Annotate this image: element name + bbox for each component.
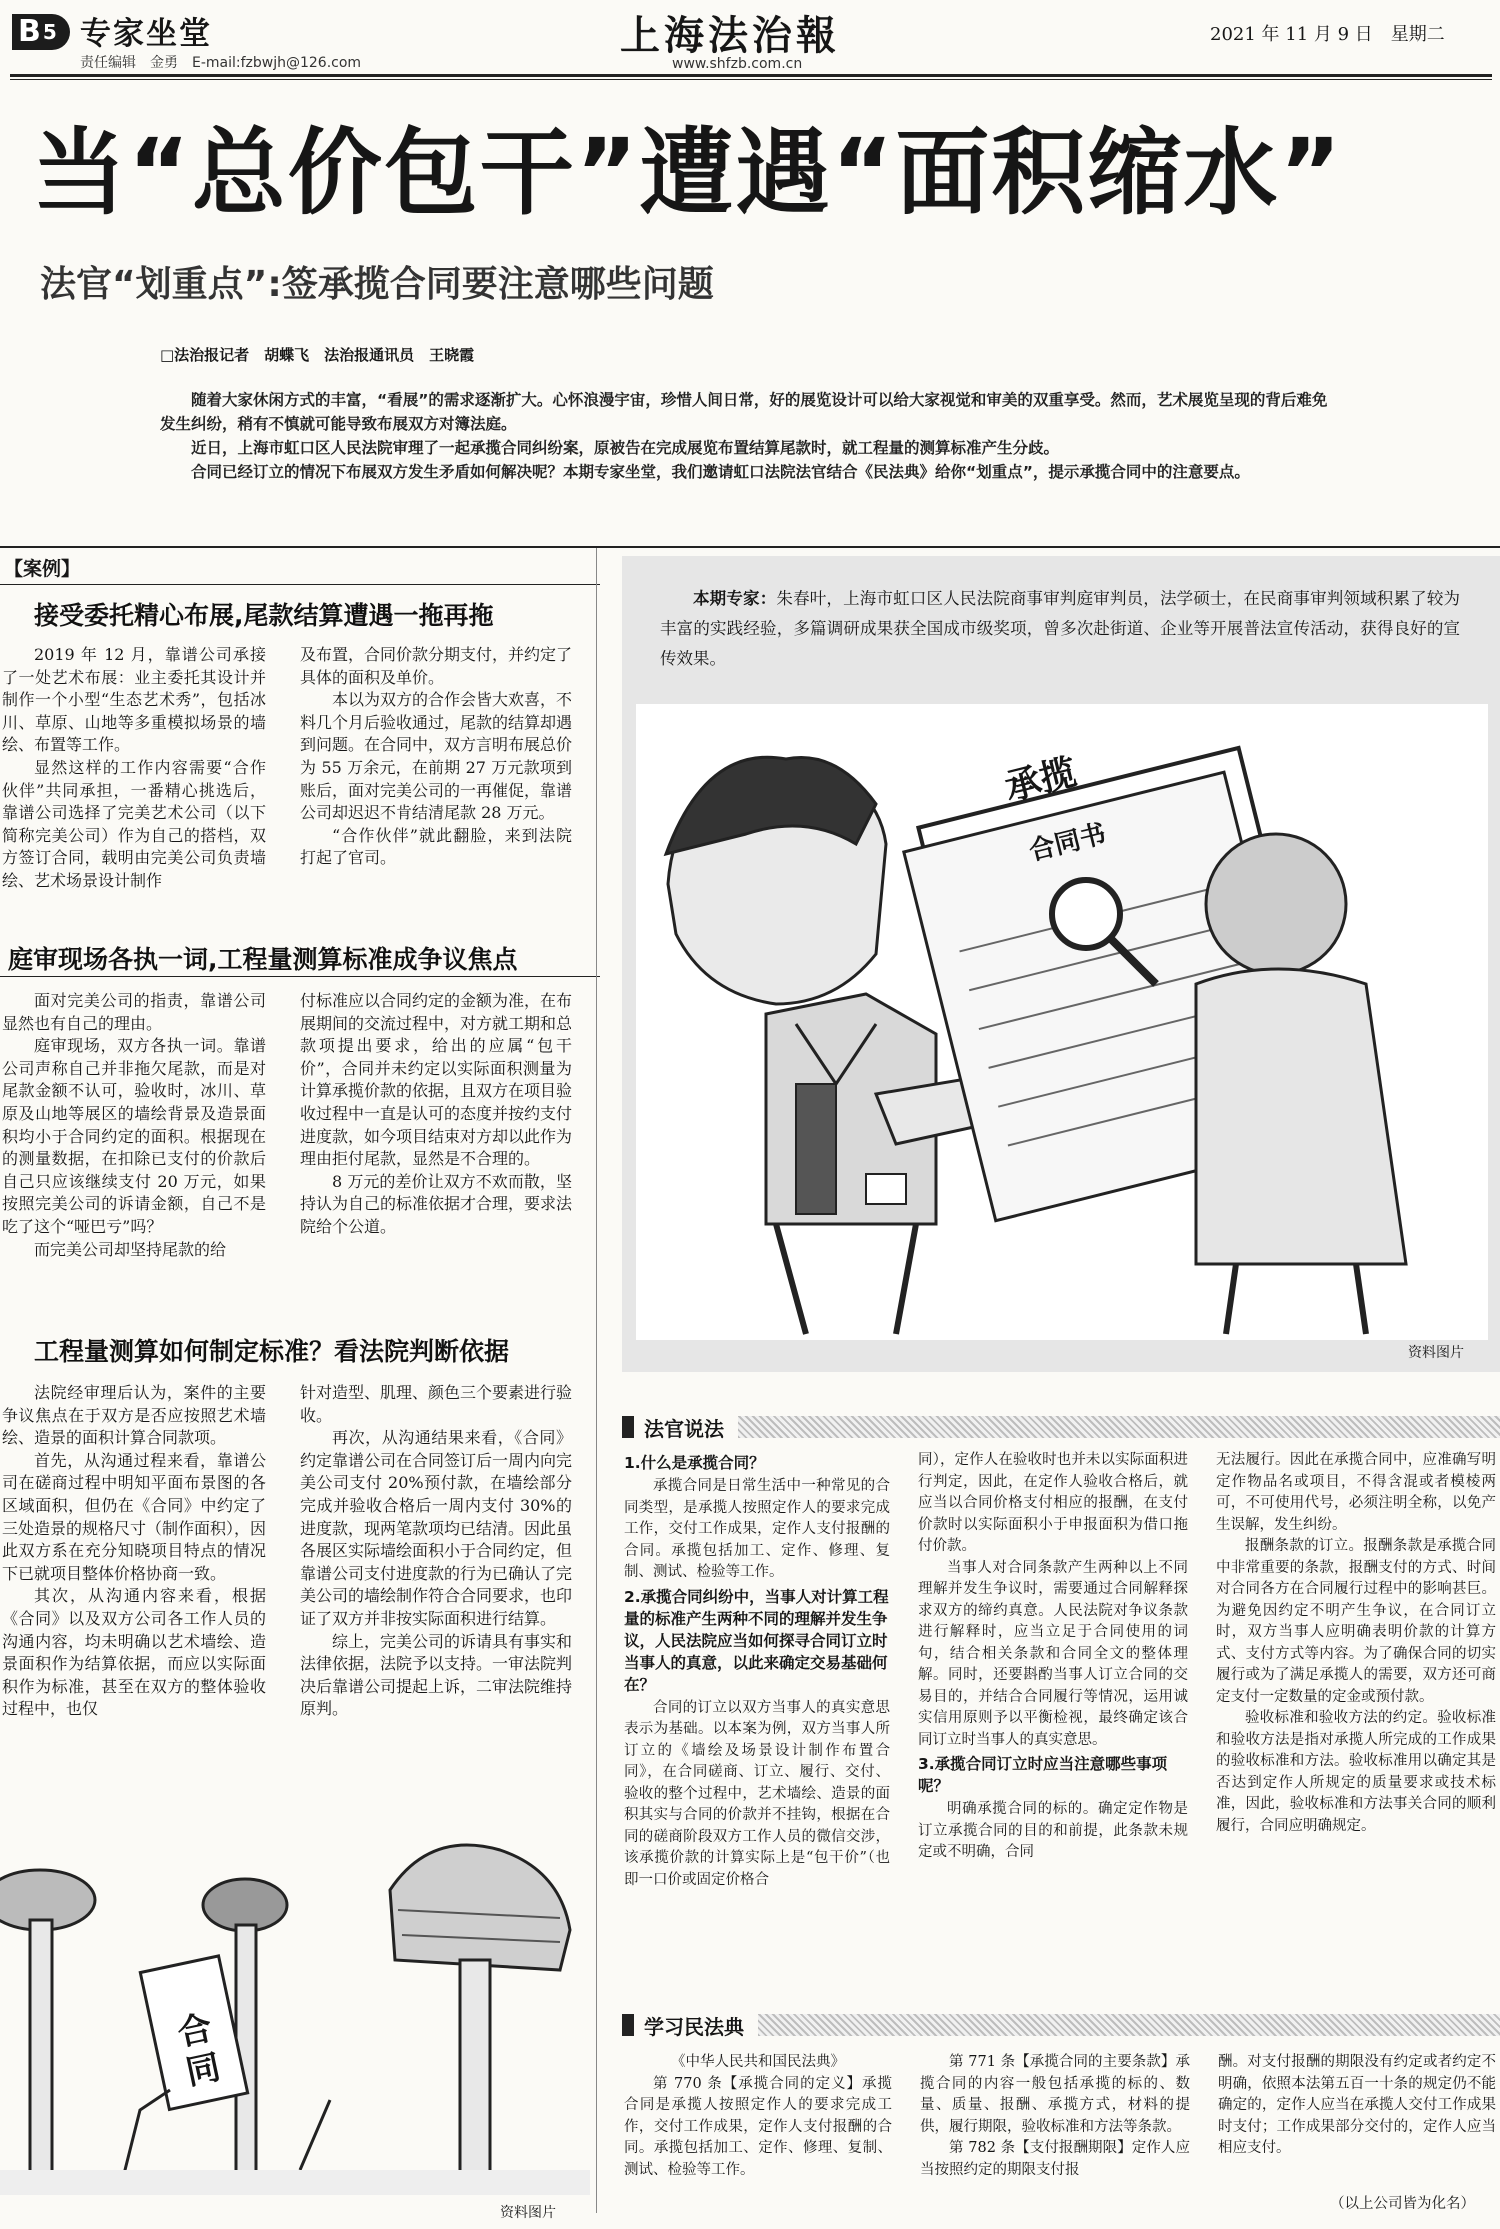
paragraph: 合同的订立以双方当事人的真实意思表示为基础。以本案为例，双方当事人所订立的《墙绘及场景设计制作布置合同》，在合同磋商、订立、履行、交付、验收的整个过程中，艺术墙绘、造景的面积其实与合同的价款并不挂钩，根据在合同的磋商阶段双方工作人员的微信交涉，该承揽价款的计算实际上是“包干价”（也即一口价或固定价格合 — [624, 1699, 890, 1888]
paper-title: 承揽 — [1000, 750, 1081, 810]
paragraph: 当事人对合同条款产生两种以上不同理解并发生争议时，需要通过合同解释探求双方的缔约真意。人民法院对争议条款进行解释时，应当立足于合同使用的词句，结合相关条款和合同全文的整体理解。同时，还要斟酌当事人订立合同的交易目的，并结合合同履行等情况，运用诚实信用原则予以平衡检视，最终确定该合同订立时当事人的真实意思。 — [918, 1559, 1188, 1748]
bottom-cartoon — [0, 1810, 590, 2195]
section-column — [300, 644, 572, 870]
section-title: 工程量测算如何制定标准？看法院判断依据 — [34, 1337, 510, 1366]
paragraph: 首先，从沟通过程来看，靠谱公司在磋商过程中明知平面布景图的各区域面积，但仍在《合同》中约定了三处造景的规格尺寸（制作面积），因此双方系在充分知晓项目特点的情况下已就项目整体价格协商一致。 — [2, 1450, 267, 1583]
paragraph: 法院经审理后认为，案件的主要争议焦点在于双方是否应按照艺术墙绘、造景的面积计算合同款项。 — [2, 1383, 266, 1448]
intro-paragraph: 合同已经订立的情况下布展双方发生矛盾如何解决呢？本期专家坐堂，我们邀请虹口法院法官结合《民法典》给你“划重点”，提示承揽合同中的注意要点。 — [191, 463, 1250, 481]
paper-name: 上海法治報 — [620, 12, 840, 59]
cartoon-drawing — [0, 1810, 590, 2195]
intro-paragraph: 随着大家休闲方式的丰富，“看展”的需求逐渐扩大。心怀浪漫宇宙，珍惜人间日常，好的展览设计可以给大家视觉和审美的双重享受。然而，艺术展览呈现的背后难免发生纠纷，稍有不慎就可能导致布展双方对簿法庭。 — [160, 391, 1328, 433]
page-badge — [12, 14, 70, 50]
judge-column — [1216, 1450, 1496, 1837]
expert-label: 本期专家： — [693, 589, 777, 608]
page-letter: B — [18, 14, 41, 49]
paragraph: 综上，完美公司的诉请具有事实和法律依据，法院予以支持。一审法院判决后靠谱公司提起上诉，二审法院维持原判。 — [300, 1631, 573, 1719]
section-title: 接受委托精心布展,尾款结算遭遇一拖再拖 — [34, 601, 494, 630]
column-divider — [596, 548, 597, 2213]
paragraph: 承揽合同是日常生活中一种常见的合同类型，是承揽人按照定作人的要求完成工作，交付工作成果，定作人支付报酬的合同。承揽包括加工、定作、修理、复制、测试、检验等工作。 — [624, 1478, 890, 1580]
section-rule — [0, 976, 600, 977]
study-column — [1218, 2052, 1496, 2160]
byline: □法治报记者 胡蝶飞 法治报通讯员 王晓霞 — [160, 346, 475, 364]
paragraph: 第 771 条【承揽合同的主要条款】承揽合同的内容一般包括承揽的标的、数量、质量、报酬、承揽方式，材料的提供，履行期限，验收标准和方法等条款。 — [920, 2054, 1190, 2135]
section-hatch — [758, 2014, 1500, 2036]
paragraph: 8 万元的差价让双方不欢而散，坚持认为自己的标准依据才合理，要求法院给个公道。 — [300, 1171, 573, 1236]
paragraph: 无法履行。因此在承揽合同中，应准确写明定作物品名或项目，不得含混或者模棱两可，不可使用代号，必须注明全称，以免产生误解，发生纠纷。 — [1216, 1452, 1496, 1533]
masthead-rule-thin — [10, 79, 1492, 80]
question-heading: 2.承揽合同纠纷中，当事人对计算工程量的标准产生两种不同的理解并发生争议，人民法院应当如何探寻合同订立时当事人的真意，以此来确定交易基础何在？ — [624, 1587, 889, 1694]
document-title: 合同书 — [1026, 818, 1110, 867]
case-tag: 【案例】 — [4, 558, 81, 580]
paragraph: 本以为双方的合作会皆大欢喜，不料几个月后验收通过，尾款的结算却遇到问题。在合同中，双方言明布展总价为 55 万余元，在前期 27 万元款项到账后，面对完美公司的一再催促，靠谱公司却迟迟不肯结清尾款 28 万元。 — [300, 690, 573, 823]
page-number: 5 — [42, 20, 57, 44]
paragraph: 验收标准和验收方法的约定。验收标准和验收方法是指对承揽人所完成的工作成果的验收标准和方法。验收标准用以确定其是否达到定作人所规定的质量要求或技术标准，因此，验收标准和方法事关合同的顺利履行，合同应明确规定。 — [1216, 1710, 1496, 1834]
expert-intro — [660, 584, 1460, 674]
paragraph: 显然这样的工作内容需要“合作伙伴”共同承担，一番精心挑选后，靠谱公司选择了完美艺术公司（以下简称完美公司）作为自己的搭档，双方签订合同，载明由完美公司负责墙绘、艺术场景设计制作 — [2, 757, 266, 890]
paragraph: 及布置，合同价款分期支付，并约定了具体的面积及单价。 — [300, 645, 573, 687]
section-hatch — [738, 1416, 1500, 1438]
bottom-image-caption: 资料图片 — [500, 2205, 556, 2221]
question-heading: 1.什么是承揽合同？ — [624, 1454, 765, 1472]
intro-paragraph: 近日，上海市虹口区人民法院审理了一起承揽合同纠纷案，原被告在完成展览布置结算尾款时，就工程量的测算标准产生分歧。 — [191, 439, 1060, 457]
paragraph: “合作伙伴”就此翻脸，来到法院打起了官司。 — [300, 825, 572, 868]
study-column — [920, 2052, 1190, 2181]
case-tag-rule — [0, 584, 600, 585]
section-name: 专家坐堂 — [80, 16, 212, 52]
section-column — [2, 990, 266, 1261]
judge-title: 法官说法 — [644, 1413, 738, 1442]
paragraph: 第 782 条【支付报酬期限】定作人应当按照约定的期限支付报 — [920, 2140, 1190, 2178]
section-title: 庭审现场各执一词,工程量测算标准成争议焦点 — [8, 945, 518, 974]
study-title: 学习民法典 — [644, 2011, 758, 2040]
editor-line: 责任编辑 金勇 E-mail:fzbwjh@126.com — [80, 55, 362, 71]
paragraph: 其次，从沟通内容来看，根据《合同》以及双方公司各工作人员的沟通内容，均未明确以艺术墙绘、造景面积作为结算依据，而应以实际面积作为标准，甚至在双方的整体验收过程中，也仅 — [2, 1586, 266, 1719]
illustration-caption: 资料图片 — [1408, 1345, 1464, 1361]
paragraph: 付标准应以合同约定的金额为准，在布展期间的交流过程中，对方就工期和总款项提出要求，给出的应属“包干价”，合同并未约定以实际面积测量为计算承揽价款的依据，且双方在项目验收过程中一直是认可的态度并按约支付进度款，如今项目结束对方却以此作为理由拒付尾款，显然是不合理的。 — [300, 991, 573, 1169]
paragraph: 而完美公司却坚持尾款的给 — [34, 1239, 227, 1259]
judge-section-bar — [622, 1412, 1500, 1442]
website: www.shfzb.com.cn — [672, 56, 803, 72]
section-marker — [622, 1416, 634, 1438]
expert-text: 朱春叶，上海市虹口区人民法院商事审判庭审判员，法学硕士，在民商事审判领域积累了较为丰富的实践经验，多篇调研成果获全国成市级奖项，曾多次赴街道、企业等开展普法宣传活动，获得良好的宣传效果。 — [660, 589, 1461, 668]
study-section-bar — [622, 2010, 1500, 2040]
section-marker — [622, 2014, 634, 2036]
judge-column — [624, 1450, 890, 1891]
paragraph: 针对造型、肌理、颜色三个要素进行验收。 — [300, 1383, 573, 1425]
paragraph: 第 770 条【承揽合同的定义】承揽合同是承揽人按照定作人的要求完成工作，交付工作成果，定作人支付报酬的合同。承揽包括加工、定作、修理、复制、测试、检验等工作。 — [624, 2075, 892, 2178]
paragraph: 2019 年 12 月，靠谱公司承接了一处艺术布展：业主委托其设计并制作一个小型“生态艺术秀”，包括冰川、草原、山地等多重模拟场景的墙绘、布置等工作。 — [2, 645, 266, 755]
subheadline: 法官“划重点”:签承揽合同要注意哪些问题 — [40, 264, 714, 305]
cartoon-sign-text: 合同 — [174, 2007, 225, 2094]
illustration — [636, 704, 1488, 1340]
study-column — [624, 2052, 892, 2181]
paragraph: 庭审现场，双方各执一词。靠谱公司声称自己并非拖欠尾款，而是对尾款金额不认可，验收时，冰川、草原及山地等展区的墙绘背景及造景面积均小于合同约定的面积。根据现在的测量数据，在扣除已支付的价款后自己只应该继续支付 20 万元，如果按照完美公司的诉请金额，自己不是吃了这个“哑巴亏”吗？ — [2, 1036, 266, 1236]
paragraph: 面对完美公司的指责，靠谱公司显然也有自己的理由。 — [2, 991, 266, 1033]
section-column — [300, 1382, 572, 1721]
paragraph: 再次，从沟通结果来看，《合同》约定靠谱公司在合同签订后一周内向完美公司支付 20%预付款，在墙绘部分完成并验收合格后一周内支付 30%的进度款，现两笔款项均已结清。因此虽各展区实际墙绘面积小于合同约定，但靠谱公司支付进度款的行为已确认了完美公司的墙绘制作符合合同要求，也印证了双方并非按实际面积进行结算。 — [300, 1428, 573, 1628]
headline: 当“总价包干”遭遇“面积缩水” — [32, 119, 1344, 228]
paragraph: 酬。对支付报酬的期限没有约定或者约定不明确，依照本法第五百一十条的规定仍不能确定的，定作人应当在承揽人交付工作成果时支付；工作成果部分交付的，定作人应当相应支付。 — [1218, 2054, 1496, 2156]
judge-column — [918, 1450, 1188, 1864]
illustration-drawing — [636, 704, 1488, 1340]
masthead-rule — [10, 74, 1492, 77]
paragraph: 报酬条款的订立。报酬条款是承揽合同中非常重要的条款，报酬支付的方式、时间对合同各方在合同履行过程中的影响甚巨。为避免因约定不明产生争议，在合同订立时，双方当事人应明确表明价款的计算方式、支付方式等内容。为了确保合同的切实履行或为了满足承揽人的需要，双方还可商定支付一定数量的定金或预付款。 — [1216, 1538, 1496, 1705]
section-column — [300, 990, 572, 1239]
paragraph: 明确承揽合同的标的。确定定作物是订立承揽合同的目的和前提，此条款未规定或不明确，合同 — [918, 1801, 1188, 1860]
section-column — [2, 644, 266, 893]
law-title: 《中华人民共和国民法典》 — [671, 2054, 845, 2070]
intro-rule — [0, 546, 1500, 548]
study-note: （以上公司皆为化名） — [1330, 2196, 1475, 2212]
date: 2021 年 11 月 9 日 星期二 — [1210, 24, 1445, 45]
section-column — [2, 1382, 266, 1721]
question-heading: 3.承揽合同订立时应当注意哪些事项呢？ — [918, 1755, 1168, 1795]
paragraph: 同），定作人在验收时也并未以实际面积进行判定，因此，在定作人验收合格后，就应当以合同价格支付相应的报酬，在支付价款时以实际面积小于申报面积为借口拖付价款。 — [918, 1452, 1188, 1554]
intro — [160, 388, 1336, 484]
